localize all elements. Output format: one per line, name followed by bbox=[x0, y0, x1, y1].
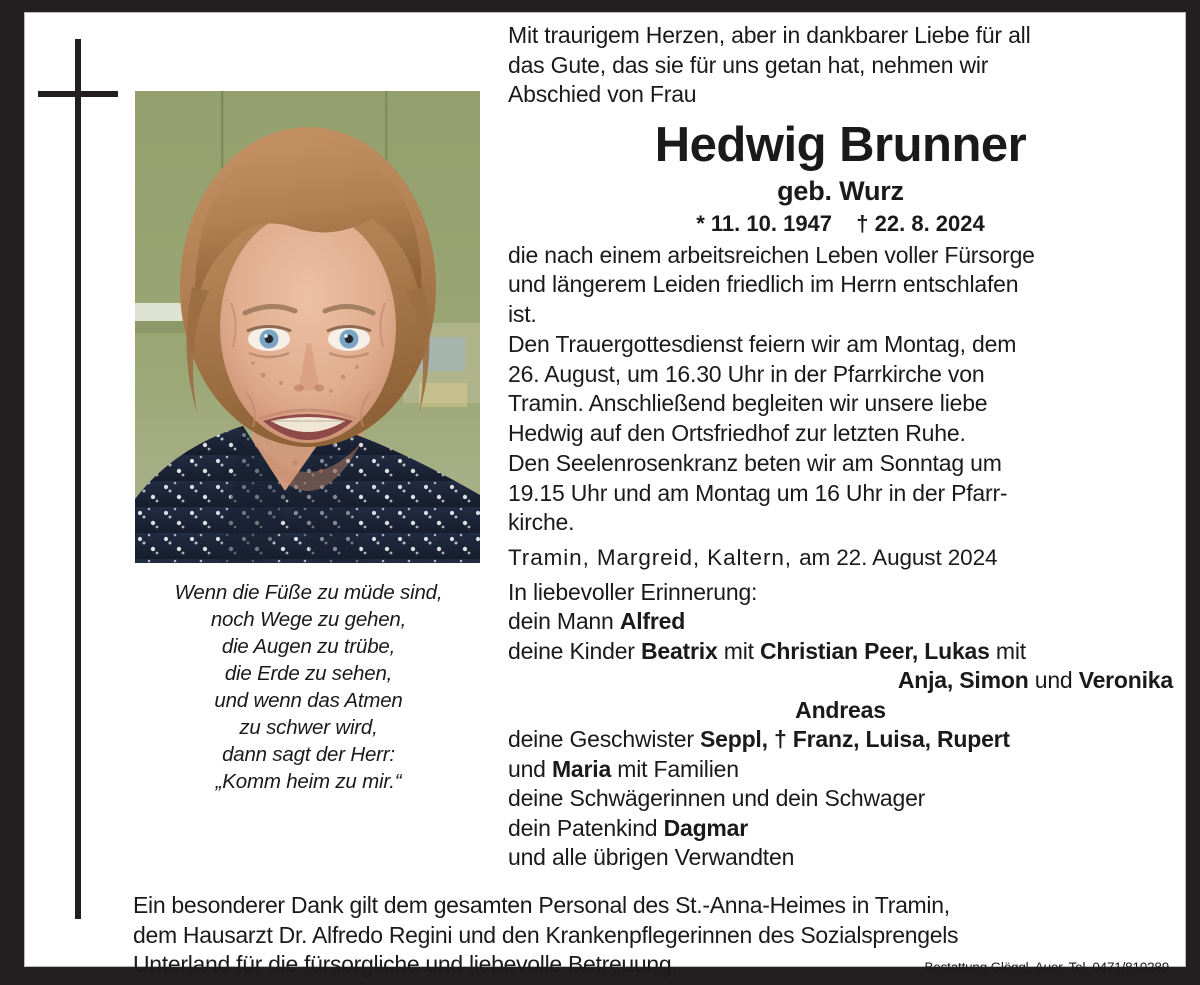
sibling-maria: Maria bbox=[551, 755, 612, 782]
place-date: am 22. August 2024 bbox=[799, 544, 998, 570]
child-andreas: Andreas bbox=[795, 696, 886, 723]
thanks-line: Unterland für die fürsorgliche und liebevolle Betreuung. bbox=[133, 951, 678, 977]
family-list bbox=[508, 578, 1173, 873]
body-line: Tramin. Anschließend begleiten wir unsere liebe bbox=[508, 390, 988, 416]
body-line: kirche. bbox=[508, 509, 575, 535]
place-names: Tramin, Margreid, Kaltern, bbox=[508, 544, 792, 570]
body-paragraph-3 bbox=[508, 449, 1173, 538]
children-prefix: deine Kinder bbox=[508, 637, 641, 664]
family-child-andreas bbox=[508, 696, 1173, 726]
body-paragraph-1 bbox=[508, 241, 1173, 330]
siblings-connector: und bbox=[508, 755, 552, 782]
intro-text bbox=[508, 21, 1173, 110]
deceased-name: Hedwig Brunner bbox=[654, 117, 1027, 172]
family-in-laws: deine Schwägerinnen und dein Schwager bbox=[508, 785, 926, 811]
thanks-line: dem Hausarzt Dr. Alfredo Regini und den Krankenpflegerinnen des Sozialsprengels bbox=[133, 921, 959, 948]
poem-line: und wenn das Atmen bbox=[214, 689, 403, 712]
godchild-name: Dagmar bbox=[663, 814, 749, 841]
born-date: 11. 10. 1947 bbox=[710, 210, 833, 236]
portrait-photo-illustration bbox=[135, 91, 480, 563]
child-beatrix: Beatrix bbox=[640, 637, 718, 664]
body-paragraph-2 bbox=[508, 330, 1173, 448]
children-christian-lukas: Christian Peer, Lukas bbox=[760, 637, 990, 664]
notice-sheet bbox=[24, 12, 1186, 977]
grandchild-veronika: Veronika bbox=[1078, 667, 1173, 693]
life-dates bbox=[508, 208, 1173, 240]
family-grandchildren bbox=[508, 666, 1173, 696]
thanks-line-with-credit bbox=[133, 950, 1173, 983]
intro-line: Mit traurigem Herzen, aber in dankbarer Liebe für all bbox=[508, 22, 1031, 48]
born-symbol: * bbox=[696, 210, 705, 236]
died-date: 22. 8. 2024 bbox=[874, 210, 985, 236]
godchild-prefix: dein Patenkind bbox=[508, 814, 664, 841]
poem-line: „Komm heim zu mir.“ bbox=[215, 770, 402, 793]
family-siblings-line2 bbox=[508, 755, 1173, 785]
husband-prefix: dein Mann bbox=[508, 608, 620, 634]
grandchildren-anja-simon: Anja, Simon bbox=[897, 667, 1029, 693]
died-symbol: † bbox=[856, 210, 869, 236]
family-godchild bbox=[508, 814, 1173, 844]
body-line: und längerem Leiden friedlich im Herrn entschlafen bbox=[508, 271, 1019, 297]
poem-line: noch Wege zu gehen, bbox=[210, 608, 407, 631]
obituary-main-column bbox=[508, 21, 1173, 873]
siblings-prefix: deine Geschwister bbox=[508, 726, 700, 752]
poem-line: dann sagt der Herr: bbox=[222, 743, 395, 766]
poem-line: zu schwer wird, bbox=[239, 716, 378, 739]
funeral-home-credit: Bestattung Glöggl, Auer, Tel. 0471/810289 bbox=[924, 960, 1169, 975]
thanks-line: Ein besonderer Dank gilt dem gesamten Personal des St.-Anna-Heimes in Tramin, bbox=[133, 892, 950, 918]
thanks-paragraph bbox=[133, 891, 1173, 983]
family-others: und alle übrigen Verwandten bbox=[508, 844, 795, 870]
family-siblings bbox=[508, 725, 1173, 755]
body-line: Den Trauergottesdienst feiern wir am Montag, dem bbox=[508, 331, 1017, 357]
grandchildren-connector: und bbox=[1028, 667, 1079, 693]
family-children bbox=[508, 637, 1173, 667]
poem-line: Wenn die Füße zu müde sind, bbox=[174, 581, 443, 604]
portrait-photo bbox=[135, 91, 480, 563]
christian-cross-icon bbox=[75, 39, 81, 919]
children-connector: mit bbox=[717, 637, 760, 664]
memorial-poem bbox=[121, 579, 496, 795]
children-connector-2: mit bbox=[989, 637, 1026, 664]
poem-line: die Augen zu trübe, bbox=[221, 635, 396, 658]
body-line: Den Seelenrosenkranz beten wir am Sonntag um bbox=[508, 450, 1002, 476]
body-line: ist. bbox=[508, 300, 537, 327]
family-husband bbox=[508, 607, 1173, 637]
place-date-line bbox=[508, 538, 1173, 578]
siblings-suffix: mit Familien bbox=[611, 755, 739, 782]
intro-line: das Gute, das sie für uns getan hat, nehmen wir bbox=[508, 51, 989, 78]
poem-line: die Erde zu sehen, bbox=[224, 662, 393, 685]
body-line: 26. August, um 16.30 Uhr in der Pfarrkirche von bbox=[508, 360, 985, 387]
intro-line: Abschied von Frau bbox=[508, 81, 697, 107]
deceased-maiden-name: geb. Wurz bbox=[777, 175, 904, 206]
body-line: 19.15 Uhr und am Montag um 16 Uhr in der Pfarr- bbox=[508, 479, 1008, 506]
family-heading: In liebevoller Erinnerung: bbox=[508, 578, 758, 605]
husband-name: Alfred bbox=[619, 608, 686, 634]
christian-cross-crossbar-icon bbox=[38, 91, 118, 97]
siblings-names: Seppl, † Franz, Luisa, Rupert bbox=[700, 726, 1010, 752]
body-line: Hedwig auf den Ortsfriedhof zur letzten Ruhe. bbox=[508, 419, 966, 446]
body-line: die nach einem arbeitsreichen Leben voller Fürsorge bbox=[508, 241, 1035, 268]
